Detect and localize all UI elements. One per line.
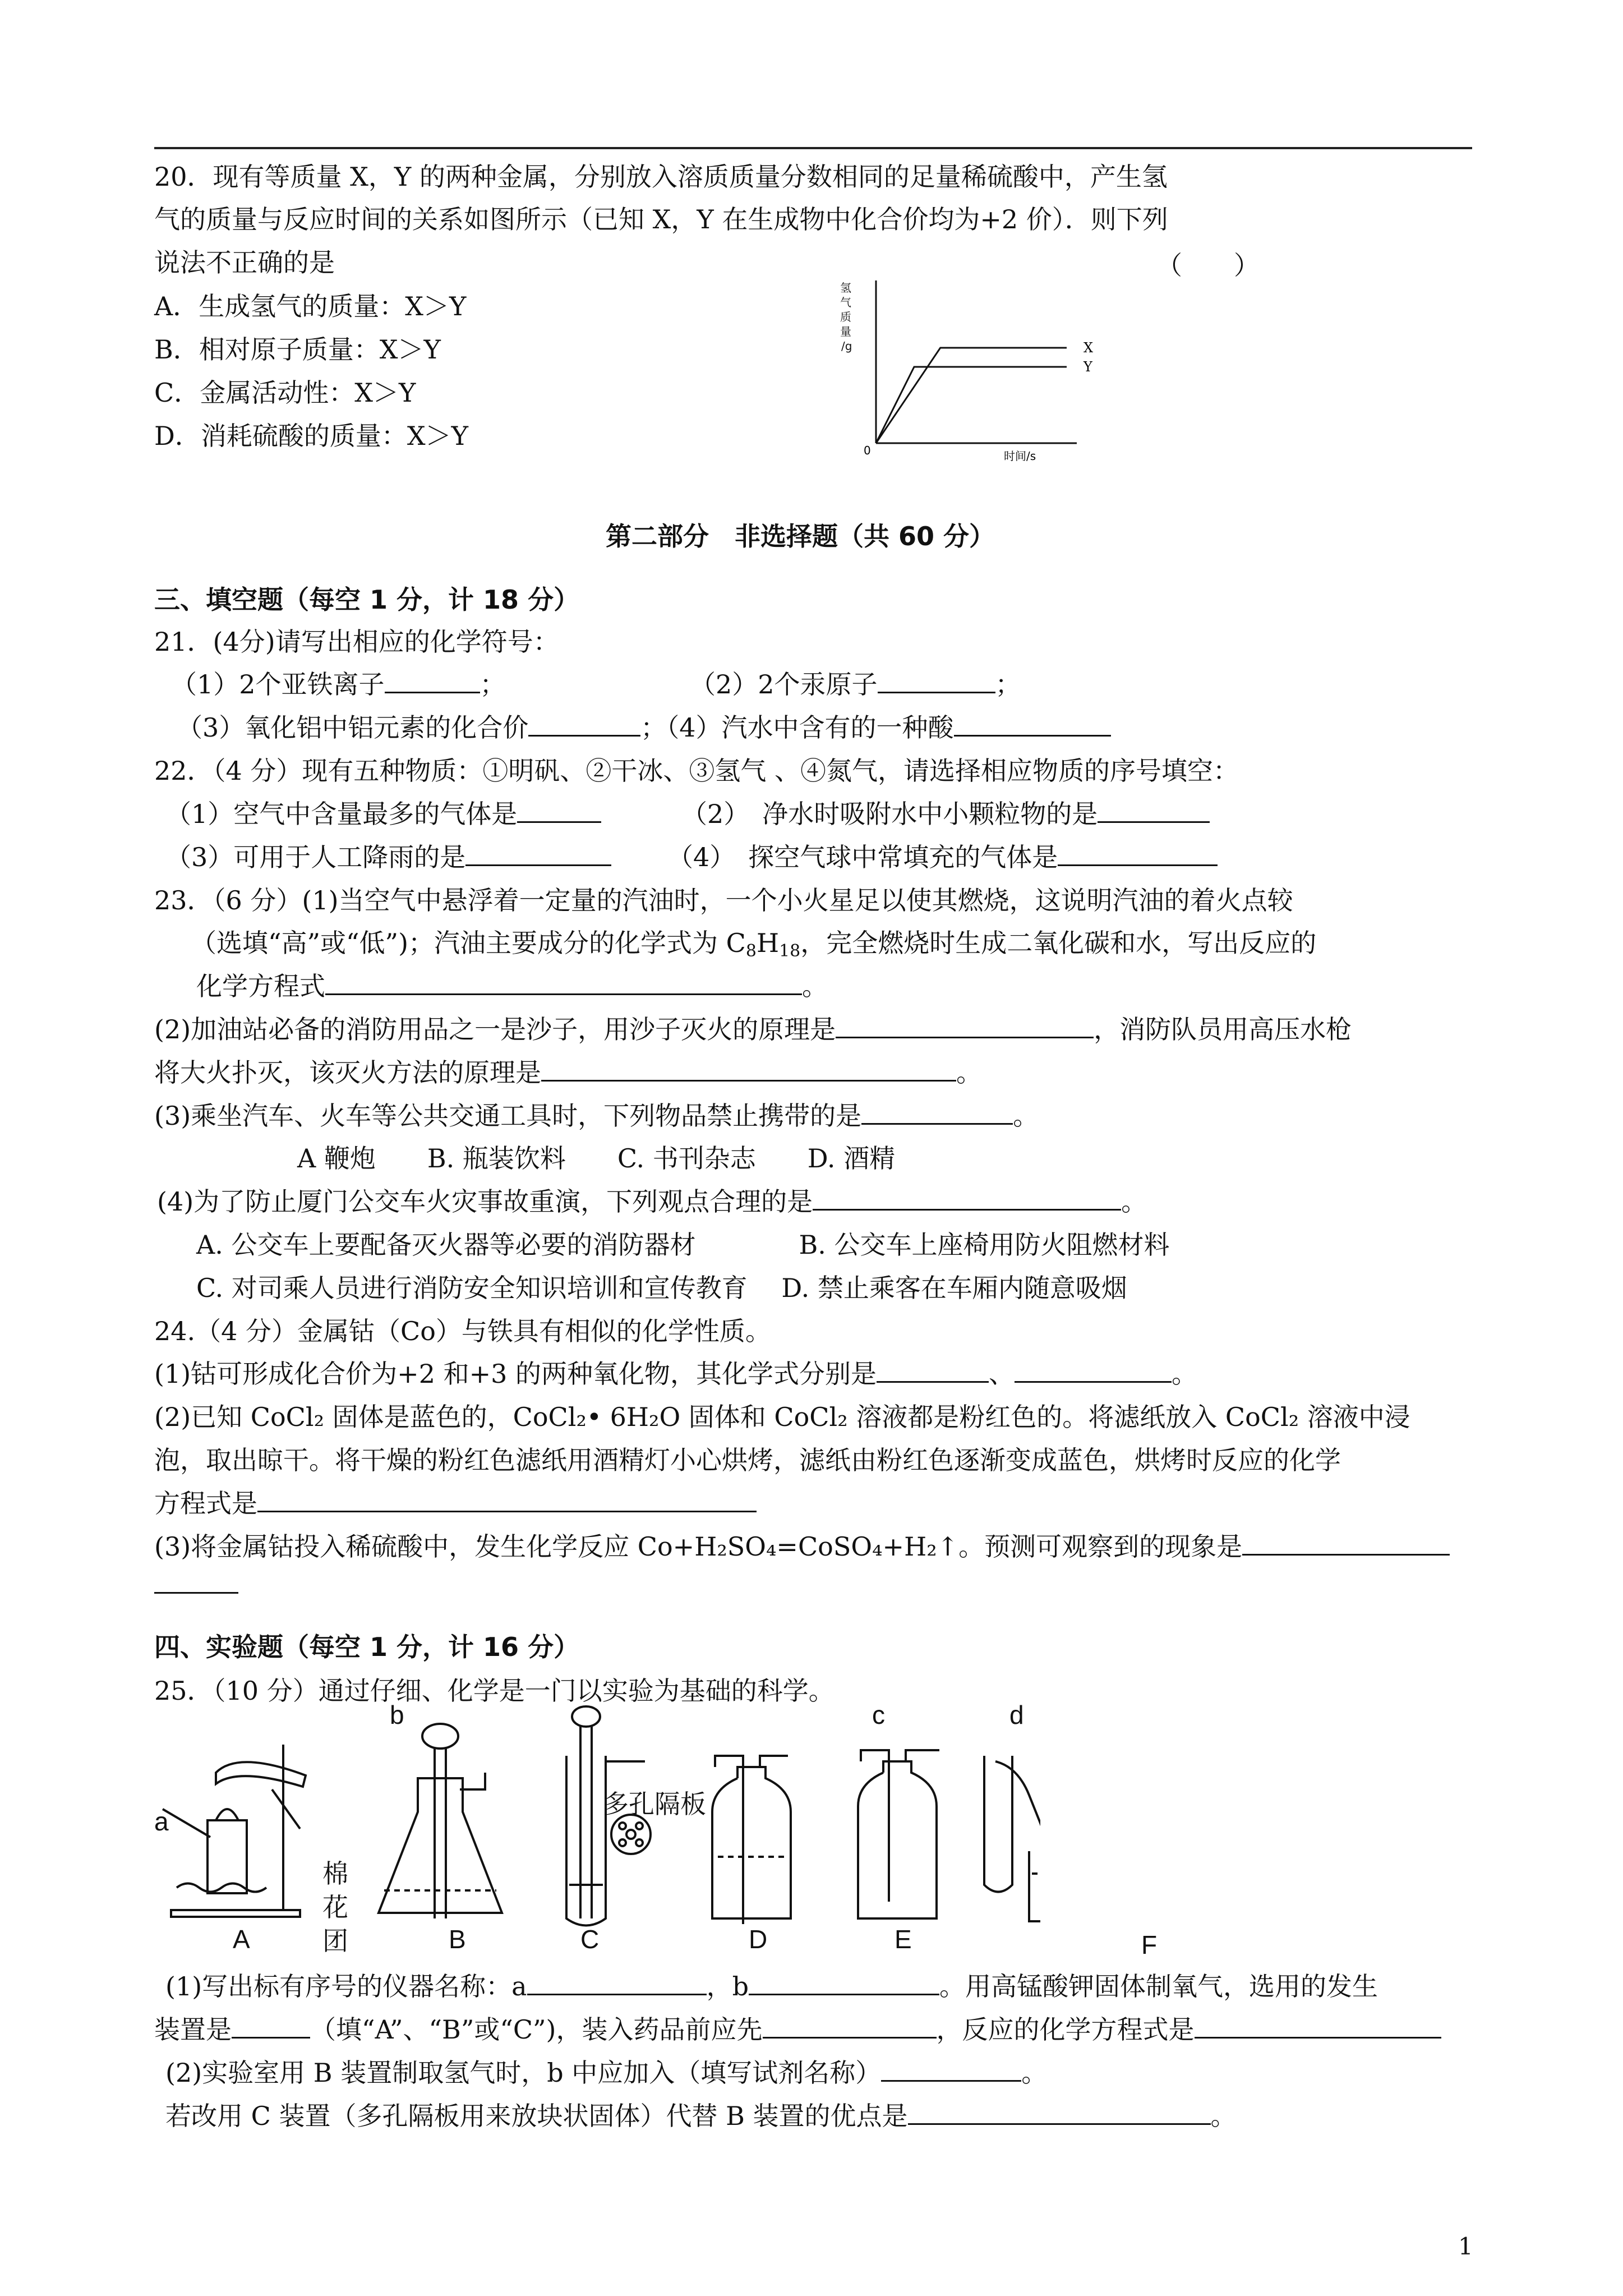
label-C: C	[580, 1925, 600, 1954]
q23-blank-forbidden[interactable]	[861, 1098, 1013, 1125]
q24-blank2[interactable]	[1015, 1356, 1172, 1383]
x-axis-label: 时间/s	[1004, 449, 1036, 463]
q25-line3-text: (2)实验室用 B 装置制取氢气时，b 中应加入（填写试剂名称）	[165, 2058, 882, 2088]
q23-line4-end: ，消防队员用高压水枪	[1094, 1014, 1352, 1045]
q25-blank-reagent[interactable]	[881, 2055, 1021, 2082]
label-d: d	[1009, 1700, 1024, 1729]
q24-line4	[154, 1486, 757, 1521]
q23-line2-a: （选填“高”或“低”)；汽油主要成分的化学式为 C	[191, 928, 746, 958]
q23-line5-end: 。	[956, 1057, 982, 1088]
q20-option-b: B．相对原子质量：X＞Y	[154, 334, 441, 365]
q24-line1-text: (1)钴可形成化合价为+2 和+3 的两种氧化物，其化学式分别是	[154, 1359, 877, 1389]
apparatus-e	[858, 1750, 939, 1918]
q23-blank-views[interactable]	[813, 1184, 1121, 1211]
q21-item1	[171, 667, 506, 702]
q22-blank3[interactable]	[465, 840, 611, 866]
q25-blank-advantage[interactable]	[908, 2099, 1211, 2125]
q25-line2-end: ，反应的化学方程式是	[936, 2014, 1195, 2045]
apparatus-figure	[154, 1700, 1158, 1959]
q21-item4-text: （4）汽水中含有的一种酸	[666, 712, 954, 743]
q23-line2-e: ，完全燃烧时生成二氧化碳和水，写出反应的	[800, 928, 1317, 958]
q25-line1-text: (1)写出标有序号的仪器名称：a	[165, 1971, 527, 2001]
q23-blank-sand[interactable]	[836, 1012, 1094, 1038]
header-rule	[154, 147, 1472, 149]
q21-blank4[interactable]	[954, 710, 1111, 737]
q21-item3-end: ；	[640, 712, 667, 743]
q25-line4	[165, 2099, 1237, 2133]
q23-line2	[191, 926, 1316, 960]
series-line-X	[876, 348, 1067, 443]
q22-item3-text: （3）可用于人工降雨的是	[165, 842, 466, 872]
q24-line4-text: 方程式是	[154, 1488, 257, 1519]
y-axis-label	[840, 281, 852, 353]
q25-line1	[165, 1969, 1378, 2004]
q23-line8-text: (4)为了防止厦门公交车火灾事故重演，下列观点合理的是	[157, 1186, 813, 1217]
label-a: a	[154, 1807, 169, 1836]
apparatus-d	[712, 1756, 791, 1924]
y-label-char-2: 气	[840, 296, 851, 309]
q23-line5-text: 将大火扑灭，该灭火方法的原理是	[154, 1057, 541, 1088]
q23-line7: A 鞭炮 B. 瓶装饮料 C. 书刊杂志 D. 酒精	[297, 1143, 896, 1174]
label-D: D	[749, 1925, 768, 1954]
q21-blank2[interactable]	[878, 667, 995, 693]
apparatus-a	[163, 1745, 306, 1917]
q23-line3-end: 。	[802, 971, 828, 1001]
label-A: A	[233, 1925, 250, 1954]
label-c: c	[872, 1700, 885, 1729]
q25-line4-end: 。	[1210, 2101, 1237, 2131]
q25-line1-b: ，b	[706, 1971, 749, 2001]
q25-blank-device[interactable]	[232, 2012, 310, 2039]
q21-item1-text: （1）2个亚铁离子	[171, 669, 385, 700]
q25-line3	[165, 2055, 1047, 2090]
label-B: B	[449, 1925, 466, 1954]
q23-line4-text: (2)加油站必备的消防用品之一是沙子，用沙子灭火的原理是	[154, 1014, 836, 1045]
apparatus-f	[984, 1756, 1040, 1921]
q20-option-c: C．金属活动性：X＞Y	[154, 378, 416, 408]
q24-blank-equation[interactable]	[257, 1486, 757, 1512]
y-label-char-5: /g	[841, 339, 852, 353]
q25-line2	[154, 2012, 1441, 2047]
q24-line1-end: 。	[1172, 1359, 1198, 1389]
q25-blank-equation[interactable]	[1195, 2012, 1441, 2039]
q23-line6-end: 。	[1013, 1101, 1039, 1131]
hydrogen-mass-chart	[836, 275, 1116, 466]
q22-blank1[interactable]	[517, 797, 601, 823]
q23-line8-end: 。	[1121, 1186, 1147, 1217]
q24-line2: (2)已知 CoCl₂ 固体是蓝色的，CoCl₂• 6H₂O 固体和 CoCl₂ 溶液都是粉红色的。将滤纸放入 CoCl₂ 溶液中浸	[154, 1402, 1410, 1432]
q23-line6-text: (3)乘坐汽车、火车等公共交通工具时，下列物品禁止携带的是	[154, 1101, 862, 1131]
q22-blank4[interactable]	[1058, 840, 1218, 866]
label-b: b	[390, 1700, 404, 1729]
q21-item3-text: （3）氧化铝中铝元素的化合价	[177, 712, 529, 743]
q23-sub-8: 8	[745, 941, 757, 961]
q21-title: 21．(4分)请写出相应的化学符号：	[154, 627, 559, 657]
q21-blank3[interactable]	[528, 710, 640, 737]
q20-line3: 说法不正确的是	[154, 247, 335, 278]
section4-title: 四、实验题（每空 1 分，计 16 分）	[154, 1632, 580, 1662]
q24-blank-continuation[interactable]	[154, 1592, 238, 1594]
q23-line2-h: H	[756, 928, 780, 958]
q24-line1-mid: 、	[989, 1359, 1015, 1389]
q25-line4-text: 若改用 C 装置（多孔隔板用来放块状固体）代替 B 装置的优点是	[165, 2101, 908, 2131]
q23-line4	[154, 1012, 1352, 1047]
q23-sub-18: 18	[779, 941, 801, 961]
q21-item2-end: ；	[995, 669, 1021, 700]
q24-line5	[154, 1529, 1450, 1564]
label-porous-plate: 多孔隔板	[603, 1789, 706, 1819]
q21-item2-text: （2）2个汞原子	[690, 669, 878, 700]
q22-title: 22．（4 分）现有五种物质：①明矾、②干冰、③氢气 、④氮气，请选择相应物质的序号填空：	[154, 756, 1239, 786]
q20-option-a: A．生成氢气的质量：X＞Y	[154, 291, 467, 321]
q22-blank2[interactable]	[1098, 797, 1210, 823]
q23-line10: C. 对司乘人员进行消防安全知识培训和宣传教育 D. 禁止乘客在车厢内随意吸烟	[196, 1273, 1127, 1303]
q22-item4-text: （4） 探空气球中常填充的气体是	[667, 842, 1058, 872]
q20-line2: 气的质量与反应时间的关系如图所示（已知 X，Y 在生成物中化合价均为+2 价）．则下列	[154, 204, 1168, 234]
q23-line1: 23．（6 分）(1)当空气中悬浮着一定量的汽油时，一个小火星足以使其燃烧，这说明汽油的着火点较	[154, 885, 1293, 915]
q23-line5	[154, 1055, 982, 1090]
label-cotton: 棉 花 团	[322, 1859, 348, 1955]
q24-blank1[interactable]	[877, 1356, 989, 1383]
part2-title: 第二部分 非选择题（共 60 分）	[606, 521, 995, 551]
q24-blank-phenomenon[interactable]	[1242, 1529, 1450, 1556]
q22-item1	[165, 797, 601, 831]
q25-blank-check[interactable]	[763, 2012, 937, 2039]
q23-line3	[196, 969, 828, 1004]
label-E: E	[895, 1925, 912, 1954]
series-label-X: X	[1083, 340, 1094, 356]
apparatus-drawing	[154, 1700, 1040, 1935]
q21-item3	[177, 710, 1111, 745]
q25-blank-a[interactable]	[527, 1969, 707, 1995]
q21-item2	[690, 667, 1021, 702]
q25-line2-mid: （填“A”、“B”或“C”)，装入药品前应先	[310, 2014, 763, 2045]
q22-item2	[681, 797, 1210, 831]
origin-label: 0	[864, 444, 871, 457]
q25-line2-text: 装置是	[154, 2014, 232, 2045]
q25-line3-end: 。	[1021, 2058, 1048, 2088]
q22-item1-text: （1）空气中含量最多的气体是	[165, 799, 518, 829]
y-label-char-3: 质	[840, 310, 851, 324]
q23-line9: A. 公交车上要配备灭火器等必要的消防器材 B. 公交车上座椅用防火阻燃材料	[196, 1230, 1170, 1260]
q22-item2-text: （2） 净水时吸附水中小颗粒物的是	[681, 799, 1098, 829]
series-label-Y: Y	[1083, 359, 1092, 375]
q23-line3-text: 化学方程式	[196, 971, 325, 1001]
q23-blank-equation[interactable]	[325, 969, 802, 995]
q20-line1: 20．现有等质量 X，Y 的两种金属，分别放入溶质质量分数相同的足量稀硫酸中，产生氢	[154, 162, 1168, 192]
answer-paren: （ ）	[1156, 250, 1260, 280]
q20-option-d: D．消耗硫酸的质量：X＞Y	[154, 421, 468, 451]
q24-title: 24.（4 分）金属钴（Co）与铁具有相似的化学性质。	[154, 1316, 771, 1346]
y-label-char-1: 氢	[840, 281, 851, 295]
page-number: 1	[1458, 2233, 1473, 2260]
q23-line6	[154, 1098, 1039, 1133]
series-line-Y	[876, 367, 1067, 443]
q22-item4	[667, 840, 1218, 875]
q24-line5-text: (3)将金属钴投入稀硫酸中，发生化学反应 Co+H₂SO₄=CoSO₄+H₂↑。预测可观察到的现象是	[154, 1531, 1243, 1562]
q23-line8	[157, 1184, 1147, 1219]
label-F: F	[1141, 1930, 1158, 1959]
q25-line1-end: 。用高锰酸钾固体制氧气，选用的发生	[939, 1971, 1378, 2001]
q24-line3: 泡，取出晾干。将干燥的粉红色滤纸用酒精灯小心烘烤，滤纸由粉红色逐渐变成蓝色，烘烤时反应的化学	[154, 1445, 1341, 1475]
q23-blank-water[interactable]	[541, 1055, 956, 1082]
section3-title: 三、填空题（每空 1 分，计 18 分）	[154, 585, 580, 615]
q22-item3	[165, 840, 611, 875]
apparatus-b	[379, 1724, 502, 1918]
y-label-char-4: 量	[840, 325, 851, 338]
q24-line1	[154, 1356, 1197, 1391]
q25-blank-b[interactable]	[749, 1969, 939, 1995]
q21-item1-end: ；	[479, 669, 506, 700]
q25-title: 25．（10 分）通过仔细、化学是一门以实验为基础的科学。	[154, 1676, 834, 1706]
q21-blank1[interactable]	[385, 667, 480, 693]
